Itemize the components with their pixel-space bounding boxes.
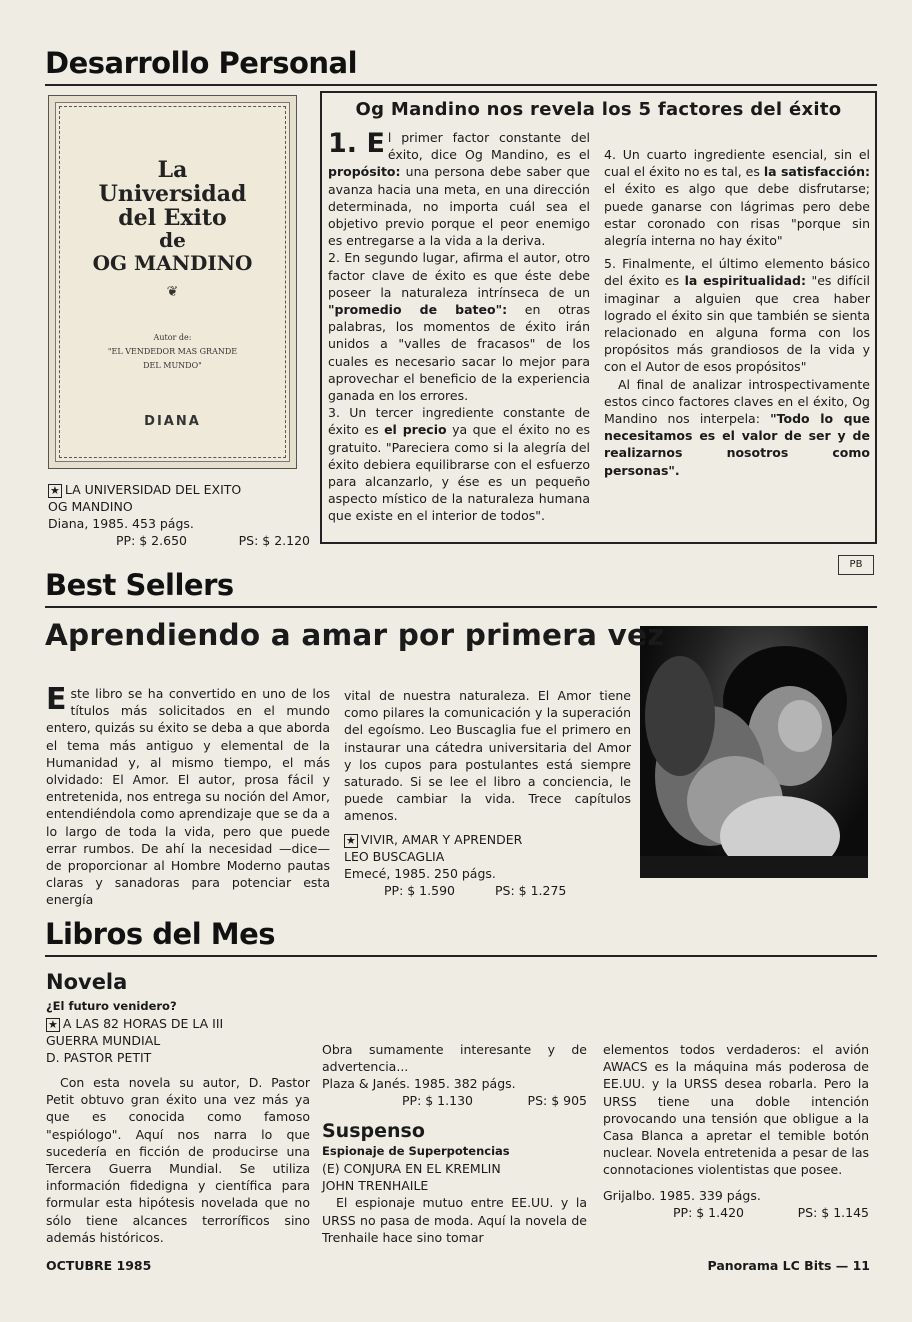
section-rule — [45, 955, 877, 957]
section-title-bestsellers: Best Sellers — [45, 568, 234, 602]
factor-2: 2. En segundo lugar, afirma el autor, otro factor clave de éxito es que éste debe poseer la naturaleza intrínseca de un "promedio de bateo": en otras palabras, los momentos de éxito irán unidos a "valles de fracasos" de los cuales es necesario sacar lo mejor para aprovechar el beneficio de la experiencia ganada en los errores. — [328, 250, 590, 404]
book-pub: Emecé, 1985. 250 págs. — [344, 865, 496, 881]
photo-illustration — [640, 626, 868, 878]
cover-prev-book: DEL MUNDO" — [143, 361, 202, 370]
novela-body: Con esta novela su autor, D. Pastor Petit obtuvo gran éxito una vez más ya que es conocida como famoso "espiólogo". Aquí nos narra lo que sucedería en ficción de producirse una Tercera Guerra Mundial. Se utiliza información fidedigna y científica para formular esta hipótesis novelada que no sólo tiene alcances terroríficos sino además históricos. — [46, 1075, 310, 1245]
cover-title-line: OG MANDINO — [92, 251, 253, 275]
cover-title-line: La — [157, 157, 188, 183]
cover-prev-book: "EL VENDEDOR MAS GRANDE — [107, 347, 238, 356]
book-pp: PP: $ 2.650 — [116, 533, 187, 548]
footer-page: Panorama LC Bits — 11 — [707, 1258, 870, 1273]
novela-author: D. PASTOR PETIT — [46, 1050, 152, 1065]
novela-body-cont: Obra sumamente interesante y de advertencia... — [322, 1042, 587, 1075]
article-col-1 — [328, 129, 590, 525]
novela-ps: PS: $ 905 — [527, 1093, 587, 1109]
novela-col — [46, 968, 310, 1246]
book-ps: PS: $ 1.275 — [494, 882, 567, 898]
section-rule — [45, 84, 877, 86]
cover-title-line: de — [159, 228, 186, 252]
star-icon: ★ — [346, 833, 356, 847]
book-info — [48, 481, 310, 549]
suspenso-ps: PS: $ 1.145 — [797, 1204, 869, 1220]
factor-1: 1. E l primer factor constante del éxito, dice Og Mandino, es el propósito: una persona debe saber que avanza hacia una meta, en una dirección determinada, no importa cuál sea el objetivo previo porque el peor enemigo es entregarse a la vida a la deriva. — [328, 128, 590, 249]
conclusion: Al final de analizar introspectivamente estos cinco factores claves en el éxito, Og Mandino nos interpela: "Todo lo que necesitamos es el valor de ser y de realizarnos nosotros como personas". — [604, 376, 870, 478]
book-pub: Diana, 1985. 453 págs. — [48, 516, 194, 531]
suspenso-body: El espionaje mutuo entre EE.UU. y la URSS no pasa de moda. Aquí la novela de Trenhaile hace sino tomar — [322, 1195, 587, 1245]
book-cover-image — [48, 95, 297, 469]
star-icon: ★ — [48, 1018, 58, 1031]
suspenso-body-cont: elementos todos verdaderos: el avión AWACS es la máquina más poderosa de EE.UU. y la URSS desea robarla. Pero la URSS tiene una doble intención provocando una tensión que obligue a la Casa Blanca a apretar el temible botón nuclear. Novela entretenida a pesar de las connotaciones violentistas que posee. — [603, 1042, 869, 1178]
review-text-cont: vital de nuestra naturaleza. El Amor tiene como pilares la comunicación y la superación del egoísmo. Leo Buscaglia fue el primero en instaurar una cátedra universitaria del Amor y los cupos para postulantes está siempre saturado. Si se lee el libro a conciencia, le puede cambiar la vida. Trece capítulos amenos. — [344, 688, 631, 824]
bestseller-col-2 — [344, 687, 631, 899]
factor-3: 3. Un tercer ingrediente constante de éxito es el precio ya que el éxito no es gratuito. "Pareciera como si la alegría del éxito debiera equilibrarse con el esfuerzo para alcanzarlo, y ése es un pequeño aspecto místico de la naturaleza humana que existe en el interior de todos". — [328, 405, 590, 524]
headline: Aprendiendo a amar por primera vez — [45, 618, 665, 652]
section-title-desarrollo: Desarrollo Personal — [45, 46, 358, 80]
book-ps: PS: $ 2.120 — [238, 533, 310, 548]
cover-title-line: del Exito — [118, 205, 227, 231]
page-tag: PB — [838, 555, 874, 575]
bestseller-col-1 — [46, 682, 330, 909]
suspenso-title: (E) CONJURA EN EL KREMLIN — [322, 1161, 501, 1177]
suspenso-label: Suspenso — [322, 1120, 425, 1143]
article-title: Og Mandino nos revela los 5 factores del éxito — [355, 99, 842, 120]
book-author: LEO BUSCAGLIA — [344, 848, 445, 864]
novela-pp: PP: $ 1.130 — [402, 1093, 473, 1109]
section-title-libros: Libros del Mes — [45, 917, 276, 951]
review-text: Este libro se ha convertido en uno de los títulos más solicitados en el mundo entero, quizás su éxito se deba a que aborda el tema más antiguo y elemental de la Humanidad y, al mismo tiempo, el más olvidado: El Amor. El autor, prosa fácil y entretenida, nos entrega su noción del Amor, entendiéndola como aprendizaje que se da a lo largo de toda la vida, pero que puede errar rumbos. De ahí la necesidad —dice— de proporcionar al Hombre Moderno pautas claras y sanadoras para potenciar esta energía — [46, 682, 330, 908]
book-pp: PP: $ 1.590 — [384, 882, 455, 898]
cover-title-line: Universidad — [98, 181, 247, 207]
factor-5: 5. Finalmente, el último elemento básico del éxito es la espiritualidad: "es difícil imaginar a alguien que crea haber logrado el éxito sin que también se sienta relacionado en alguna forma con los propósitos más grandiosos de la vida y con el Autor de esos propósitos" — [604, 256, 870, 375]
middle-col — [322, 1041, 587, 1246]
footer-date: OCTUBRE 1985 — [46, 1258, 152, 1273]
cover-author-line: Autor de: — [153, 333, 192, 342]
suspenso-pp: PP: $ 1.420 — [673, 1204, 744, 1220]
section-rule — [45, 606, 877, 608]
novela-label: Novela — [46, 970, 128, 994]
novela-subtitle: ¿El futuro venidero? — [46, 999, 177, 1013]
factor-4: 4. Un cuarto ingrediente esencial, sin el cual el éxito no es tal, es la satisfacción: el éxito es algo que debe disfrutarse; puede ganarse con lágrimas pero debe estar coronado con risas "porque sin alegría interna no hay éxito" — [604, 147, 870, 249]
bestseller-book-info — [344, 831, 631, 899]
suspenso-pub: Grijalbo. 1985. 339 págs. — [603, 1187, 761, 1203]
novela-title: ★ A LAS 82 HORAS DE LA III — [48, 1016, 224, 1031]
suspenso-subtitle: Espionaje de Superpotencias — [322, 1144, 510, 1159]
suspenso-author: JOHN TRENHAILE — [322, 1178, 429, 1194]
article-col-2 — [604, 146, 870, 479]
novela-pub: Plaza & Janés. 1985. 382 págs. — [322, 1076, 516, 1092]
book-title-line: ★ LA UNIVERSIDAD DEL EXITO — [50, 482, 242, 497]
right-col — [603, 1041, 869, 1221]
publisher-logo: DIANA — [144, 414, 201, 429]
book-author: OG MANDINO — [48, 499, 133, 514]
book-title-line: ★ VIVIR, AMAR Y APRENDER — [346, 831, 523, 847]
ornament-icon: ❦ — [166, 284, 179, 300]
novela-title-2: GUERRA MUNDIAL — [46, 1033, 161, 1048]
couple-photo — [640, 626, 868, 878]
star-icon: ★ — [50, 484, 60, 497]
